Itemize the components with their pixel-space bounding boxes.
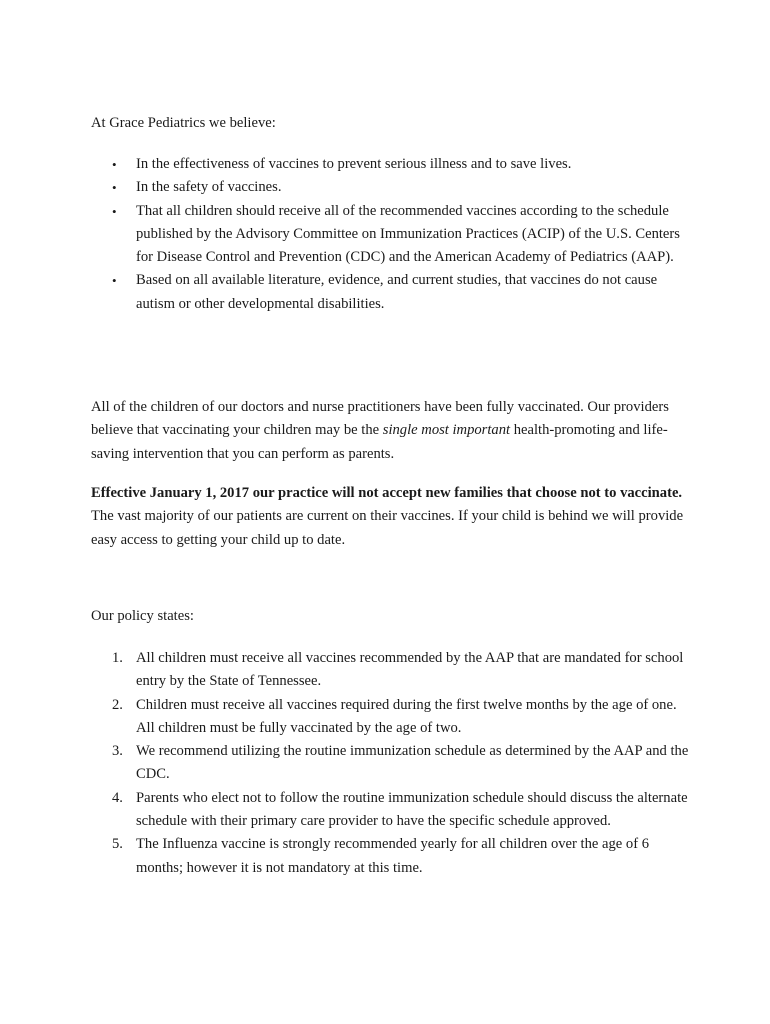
policy-number: 3. [112,743,123,760]
effective-text: The vast majority of our patients are current on their vaccines. If your child is behind we will provide easy access to getting your child up to date. [91,508,684,548]
policy-list [91,647,691,880]
policy-number: 2. [112,696,123,713]
policy-item [91,647,691,694]
beliefs-list [91,153,691,316]
policy-number: 4. [112,789,123,806]
effective-date-statement: Effective January 1, 2017 our practice will not accept new families that choose not to vaccinate. [91,485,683,501]
providers-paragraph [91,396,691,466]
intro-text: At Grace Pediatrics we believe: [91,115,276,131]
policy-intro: Our policy states: [91,608,194,624]
policy-item [91,787,691,834]
policy-number: 5. [112,836,123,853]
belief-item [91,269,691,316]
bullet-icon: • [112,157,117,172]
belief-text: In the effectiveness of vaccines to prevent serious illness and to save lives. [136,156,572,172]
policy-text: Children must receive all vaccines required during the first twelve months by the age of one. All children must be fully vaccinated by the age of two. [136,696,677,736]
policy-text: The Influenza vaccine is strongly recommended yearly for all children over the age of 6 months; however it is not mandatory at this time. [136,836,649,876]
providers-text-start: All of the children of our doctors and nurse practitioners have been fully vaccinated. Our providers believe that vaccinating your children may be the [91,399,669,439]
policy-item [91,833,691,880]
belief-item [91,176,691,199]
policy-item [91,694,691,741]
effective-paragraph [91,482,691,552]
belief-item [91,153,691,176]
belief-text: Based on all available literature, evidence, and current studies, that vaccines do not cause autism or other developmental disabilities. [136,272,658,312]
policy-text: We recommend utilizing the routine immunization schedule as determined by the AAP and the CDC. [136,743,689,783]
policy-item [91,740,691,787]
policy-text: Parents who elect not to follow the routine immunization schedule should discuss the alternate schedule with their primary care provider to have the specific schedule approved. [136,789,688,830]
bullet-icon: • [112,273,117,289]
policy-text: All children must receive all vaccines recommended by the AAP that are mandated for school entry by the State of Tennessee. [136,650,684,690]
belief-item [91,200,691,270]
bullet-icon: • [112,180,117,196]
belief-text: That all children should receive all of the recommended vaccines according to the schedule published by the Advisory Committee on Immunization Practices (ACIP) of the U.S. Centers for Disease Control and Prevention (CDC) and the American Academy of Pediatrics (AAP). [136,202,680,266]
policy-number: 1. [112,650,123,666]
bullet-icon: • [112,203,117,219]
providers-emphasis: single most important [382,422,511,439]
belief-text: In the safety of vaccines. [136,179,282,196]
providers-text-end: health-promoting and life-saving intervention that you can perform as parents. [91,422,668,462]
